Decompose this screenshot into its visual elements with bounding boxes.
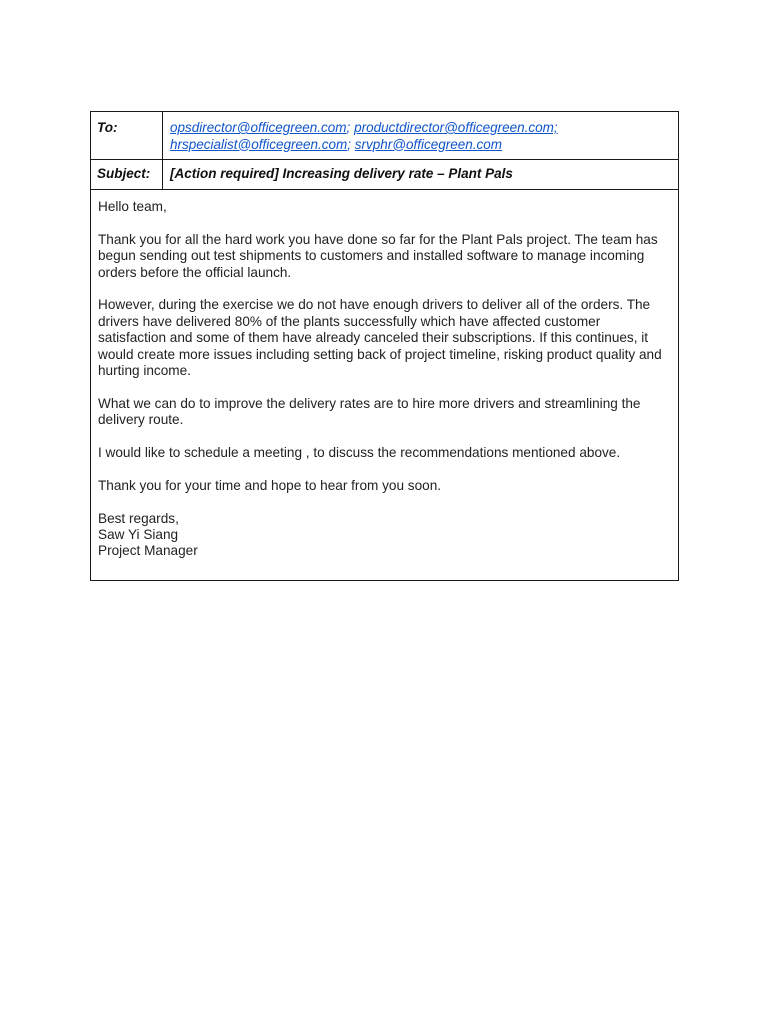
greeting: Hello team, (98, 199, 167, 214)
closing: Best regards, (98, 510, 179, 526)
body-paragraph: What we can do to improve the delivery rates are to hire more drivers and streamlining the delivery route. (98, 395, 641, 428)
body-paragraph: I would like to schedule a meeting , to discuss the recommendations mentioned above. (98, 445, 621, 461)
recipients-line-2 (170, 137, 671, 154)
subject-text: [Action required] Increasing delivery rate – Plant Pals (170, 166, 513, 181)
to-row (91, 112, 678, 160)
sender-title: Project Manager (98, 543, 198, 559)
to-label: To: (91, 112, 163, 159)
recipients-field (163, 112, 678, 159)
subject-row (91, 160, 678, 190)
subject-label: Subject: (91, 160, 163, 189)
sender-name: Saw Yi Siang (98, 527, 179, 543)
recipient-link[interactable]: opsdirector@officegreen.com (170, 120, 347, 135)
signature (98, 511, 671, 560)
body-paragraph: Thank you for all the hard work you have done so far for the Plant Pals project. The team has begun sending out test shipments to customers and installed software to manage incoming orders before the official launch. (98, 231, 658, 280)
body-paragraph: Thank you for your time and hope to hear from you soon. (98, 477, 442, 493)
recipient-separator: ; (347, 136, 355, 152)
recipient-link[interactable]: srvphr@officegreen.com (354, 136, 503, 152)
recipient-link[interactable]: hrspecialist@officegreen.com (170, 136, 348, 152)
recipient-separator: ; (346, 120, 355, 135)
body-paragraph: However, during the exercise we do not have enough drivers to deliver all of the orders. The drivers have delivered 80% of the plants successfully which have affected customer satisfaction and some of them have already canceled their subscriptions. If this continues, it would create more issues including setting back of project timeline, risking product quality and hurting income. (98, 297, 662, 379)
email-body (91, 190, 678, 580)
recipient-link[interactable]: productdirector@officegreen.com; (354, 120, 558, 135)
email-table (90, 111, 679, 581)
recipients-line-1 (170, 120, 671, 137)
